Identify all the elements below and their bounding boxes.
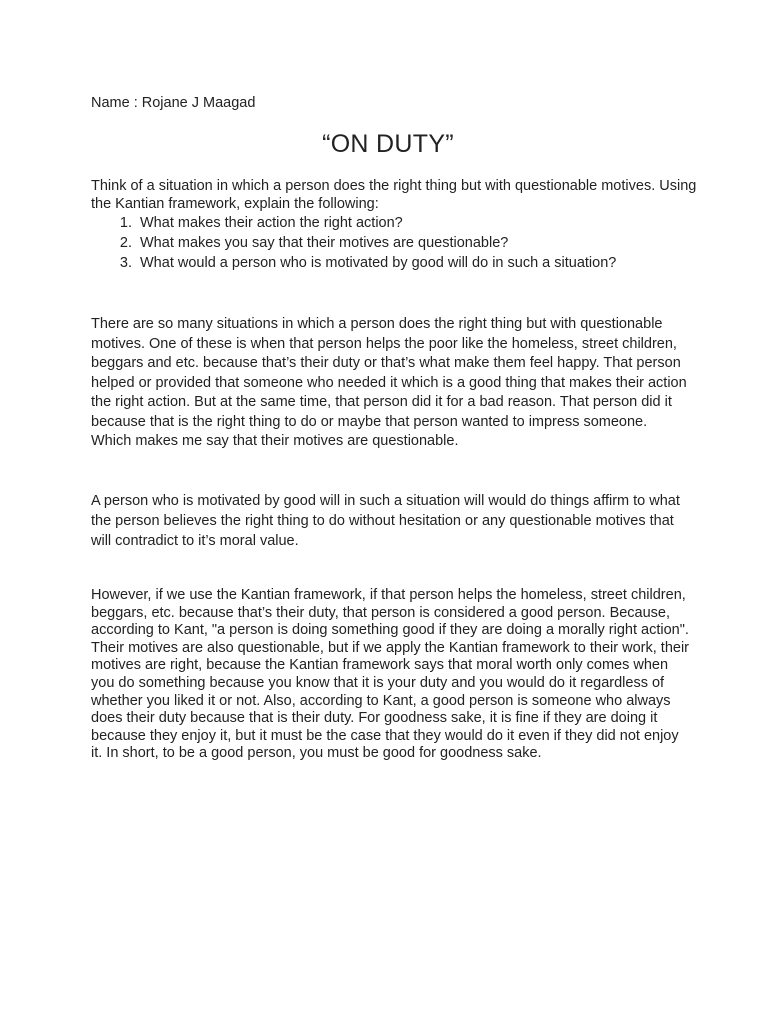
answer-paragraph-2: A person who is motivated by good will in such a situation will would do things affirm to what the person believes the right thing to do without hesitation or any questionable motives that will contradict to it’s moral value. <box>91 493 680 549</box>
prompt-intro: Think of a situation in which a person does the right thing but with questionable motives. Using the Kantian framework, explain the following: <box>91 178 697 212</box>
question-item-1: 1. What makes their action the right action? <box>136 213 711 233</box>
page-title: “ON DUTY” <box>322 130 454 158</box>
question-list <box>91 213 711 273</box>
answer-paragraph-3: However, if we use the Kantian framework, if that person helps the homeless, street children, beggars, etc. because that’s their duty, that person is considered a good person. Because, according to Kant, "a person is doing something good if they are doing a morally right action". Their motives are also questionable, but if we apply the Kantian framework to their work, their motives are right, because the Kantian framework says that moral worth only comes when you do something because you know that it is your duty and you would do it regardless of whether you liked it or not. Also, according to Kant, a good person is someone who always does their duty because that is their duty. For goodness sake, it is fine if they are doing it because they enjoy it, but it must be the case that they would do it even if they did not enjoy it. In short, to be a good person, you must be good for goodness sake. <box>91 587 690 762</box>
question-item-2: 2. What makes you say that their motives are questionable? <box>136 233 711 253</box>
question-item-3: 3. What would a person who is motivated by good will do in such a situation? <box>136 253 711 273</box>
answer-paragraph-1: There are so many situations in which a person does the right thing but with questionable motives. One of these is when that person helps the poor like the homeless, street children, beggars and etc. because that’s their duty or that’s what make them feel happy. That person helped or provided that someone who needed it which is a good thing that makes their action the right action. But at the same time, that person did it for a bad reason. That person did it because that is the right thing to do or maybe that person wanted to impress someone. Which makes me say that their motives are questionable. <box>91 316 687 449</box>
assignment-prompt <box>91 178 711 273</box>
author-name: Name : Rojane J Maagad <box>91 95 256 111</box>
